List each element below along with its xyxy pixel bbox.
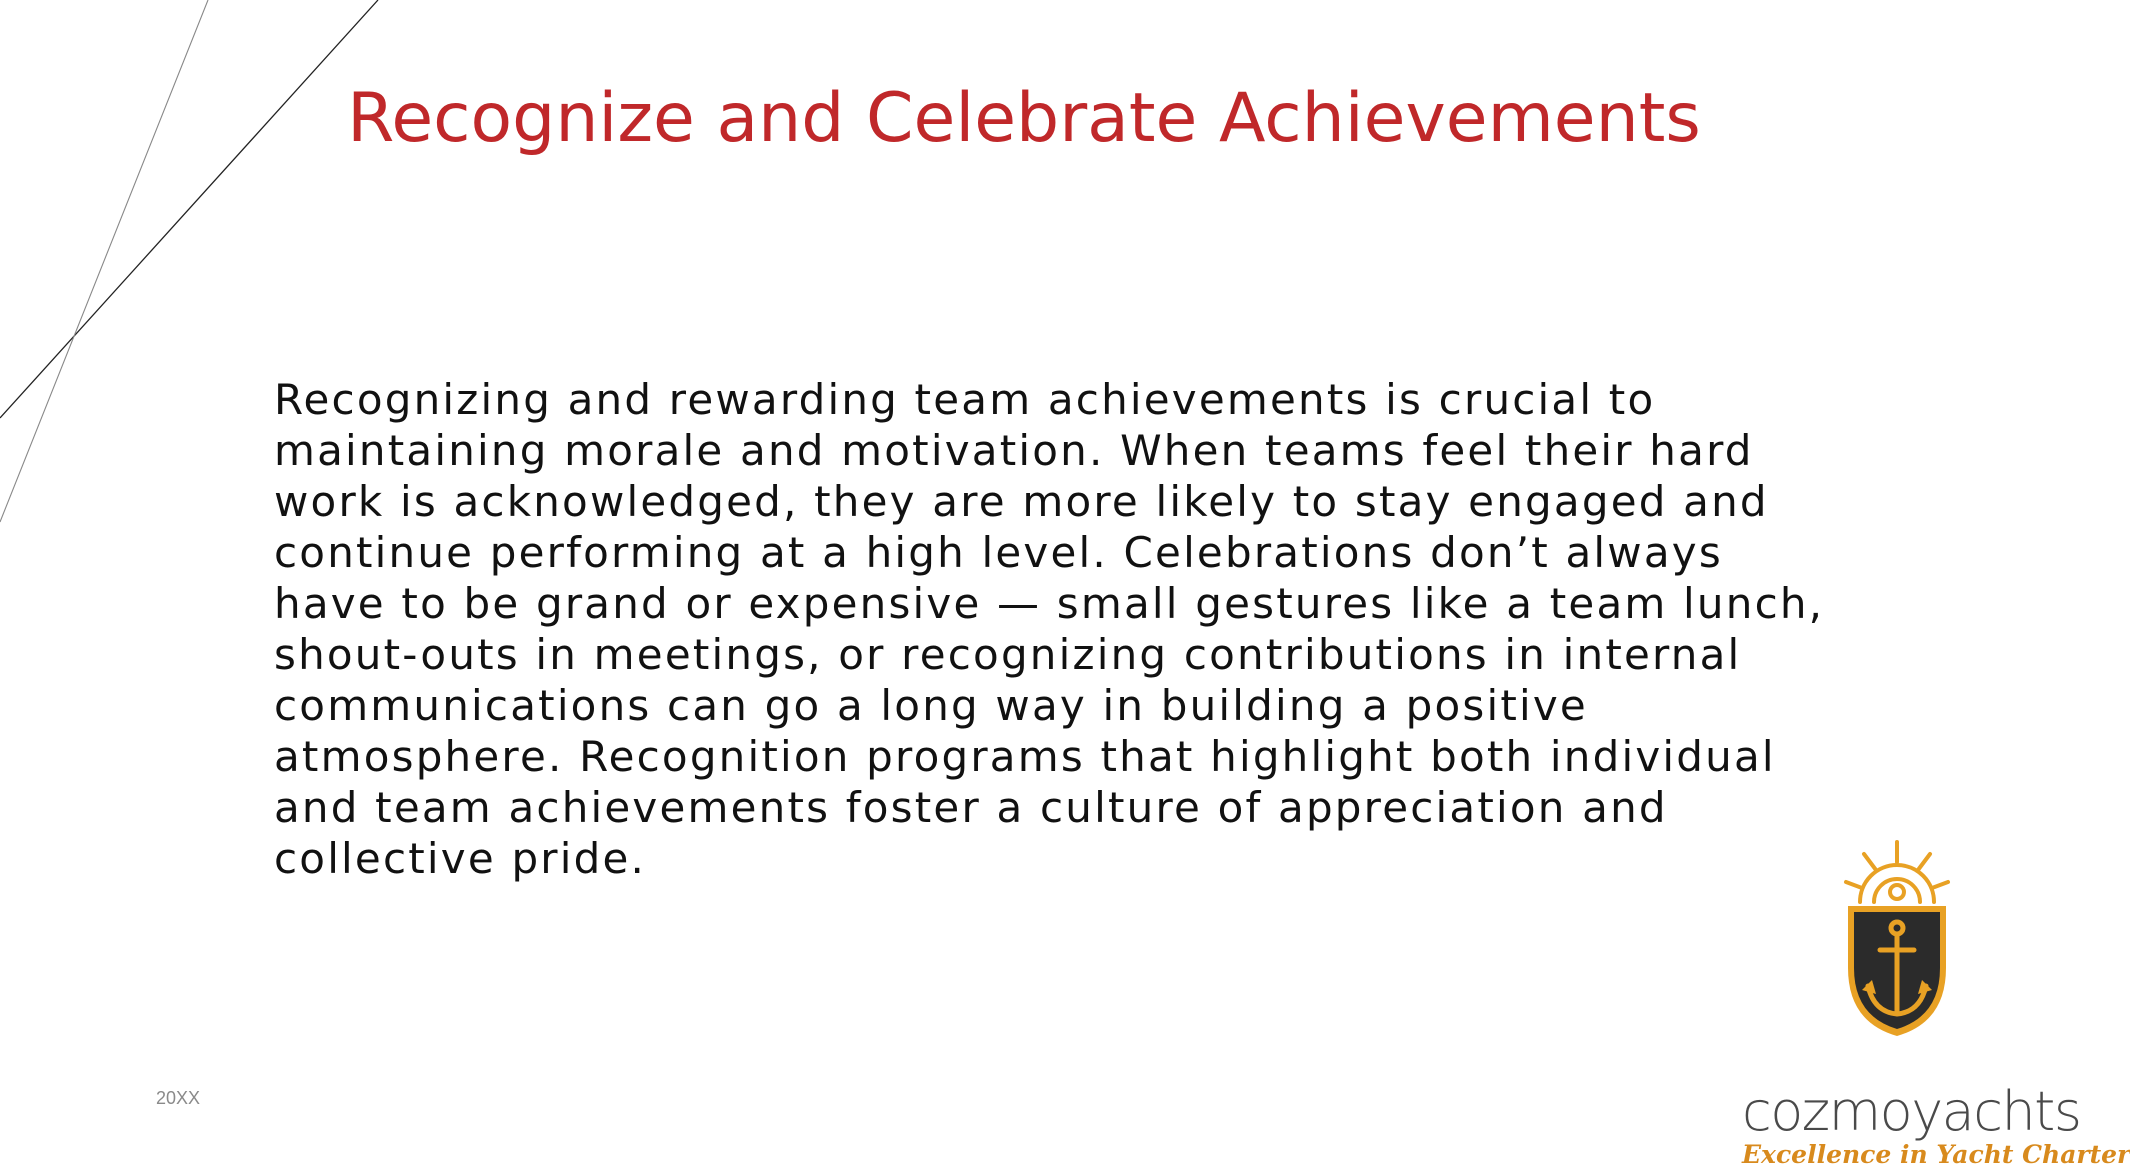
ship-wheel-anchor-shield-icon bbox=[1838, 840, 1956, 1040]
footer-date: 20XX bbox=[156, 1088, 201, 1108]
logo-wordmark: cozmoyachts bbox=[1742, 1080, 2081, 1143]
logo-tagline: Excellence in Yacht Charter bbox=[1742, 1140, 2130, 1169]
slide-title: Recognize and Celebrate Achievements bbox=[347, 79, 1701, 158]
company-logo bbox=[1742, 840, 2130, 1169]
slide-body-text: Recognizing and rewarding team achievements is crucial to maintaining morale and motivation. When teams feel their hard work is acknowledged, they are more likely to stay engaged and continue performing at a high level. Celebrations don’t always have to be grand or expensive — small gestures like a team lunch, shout-outs in meetings, or recognizing contributions in internal communications can go a long way in building a positive atmosphere. Recognition programs that highlight both individual and team achievements foster a culture of appreciation and collective pride. bbox=[274, 375, 1825, 883]
decorative-line-1 bbox=[0, 0, 378, 418]
